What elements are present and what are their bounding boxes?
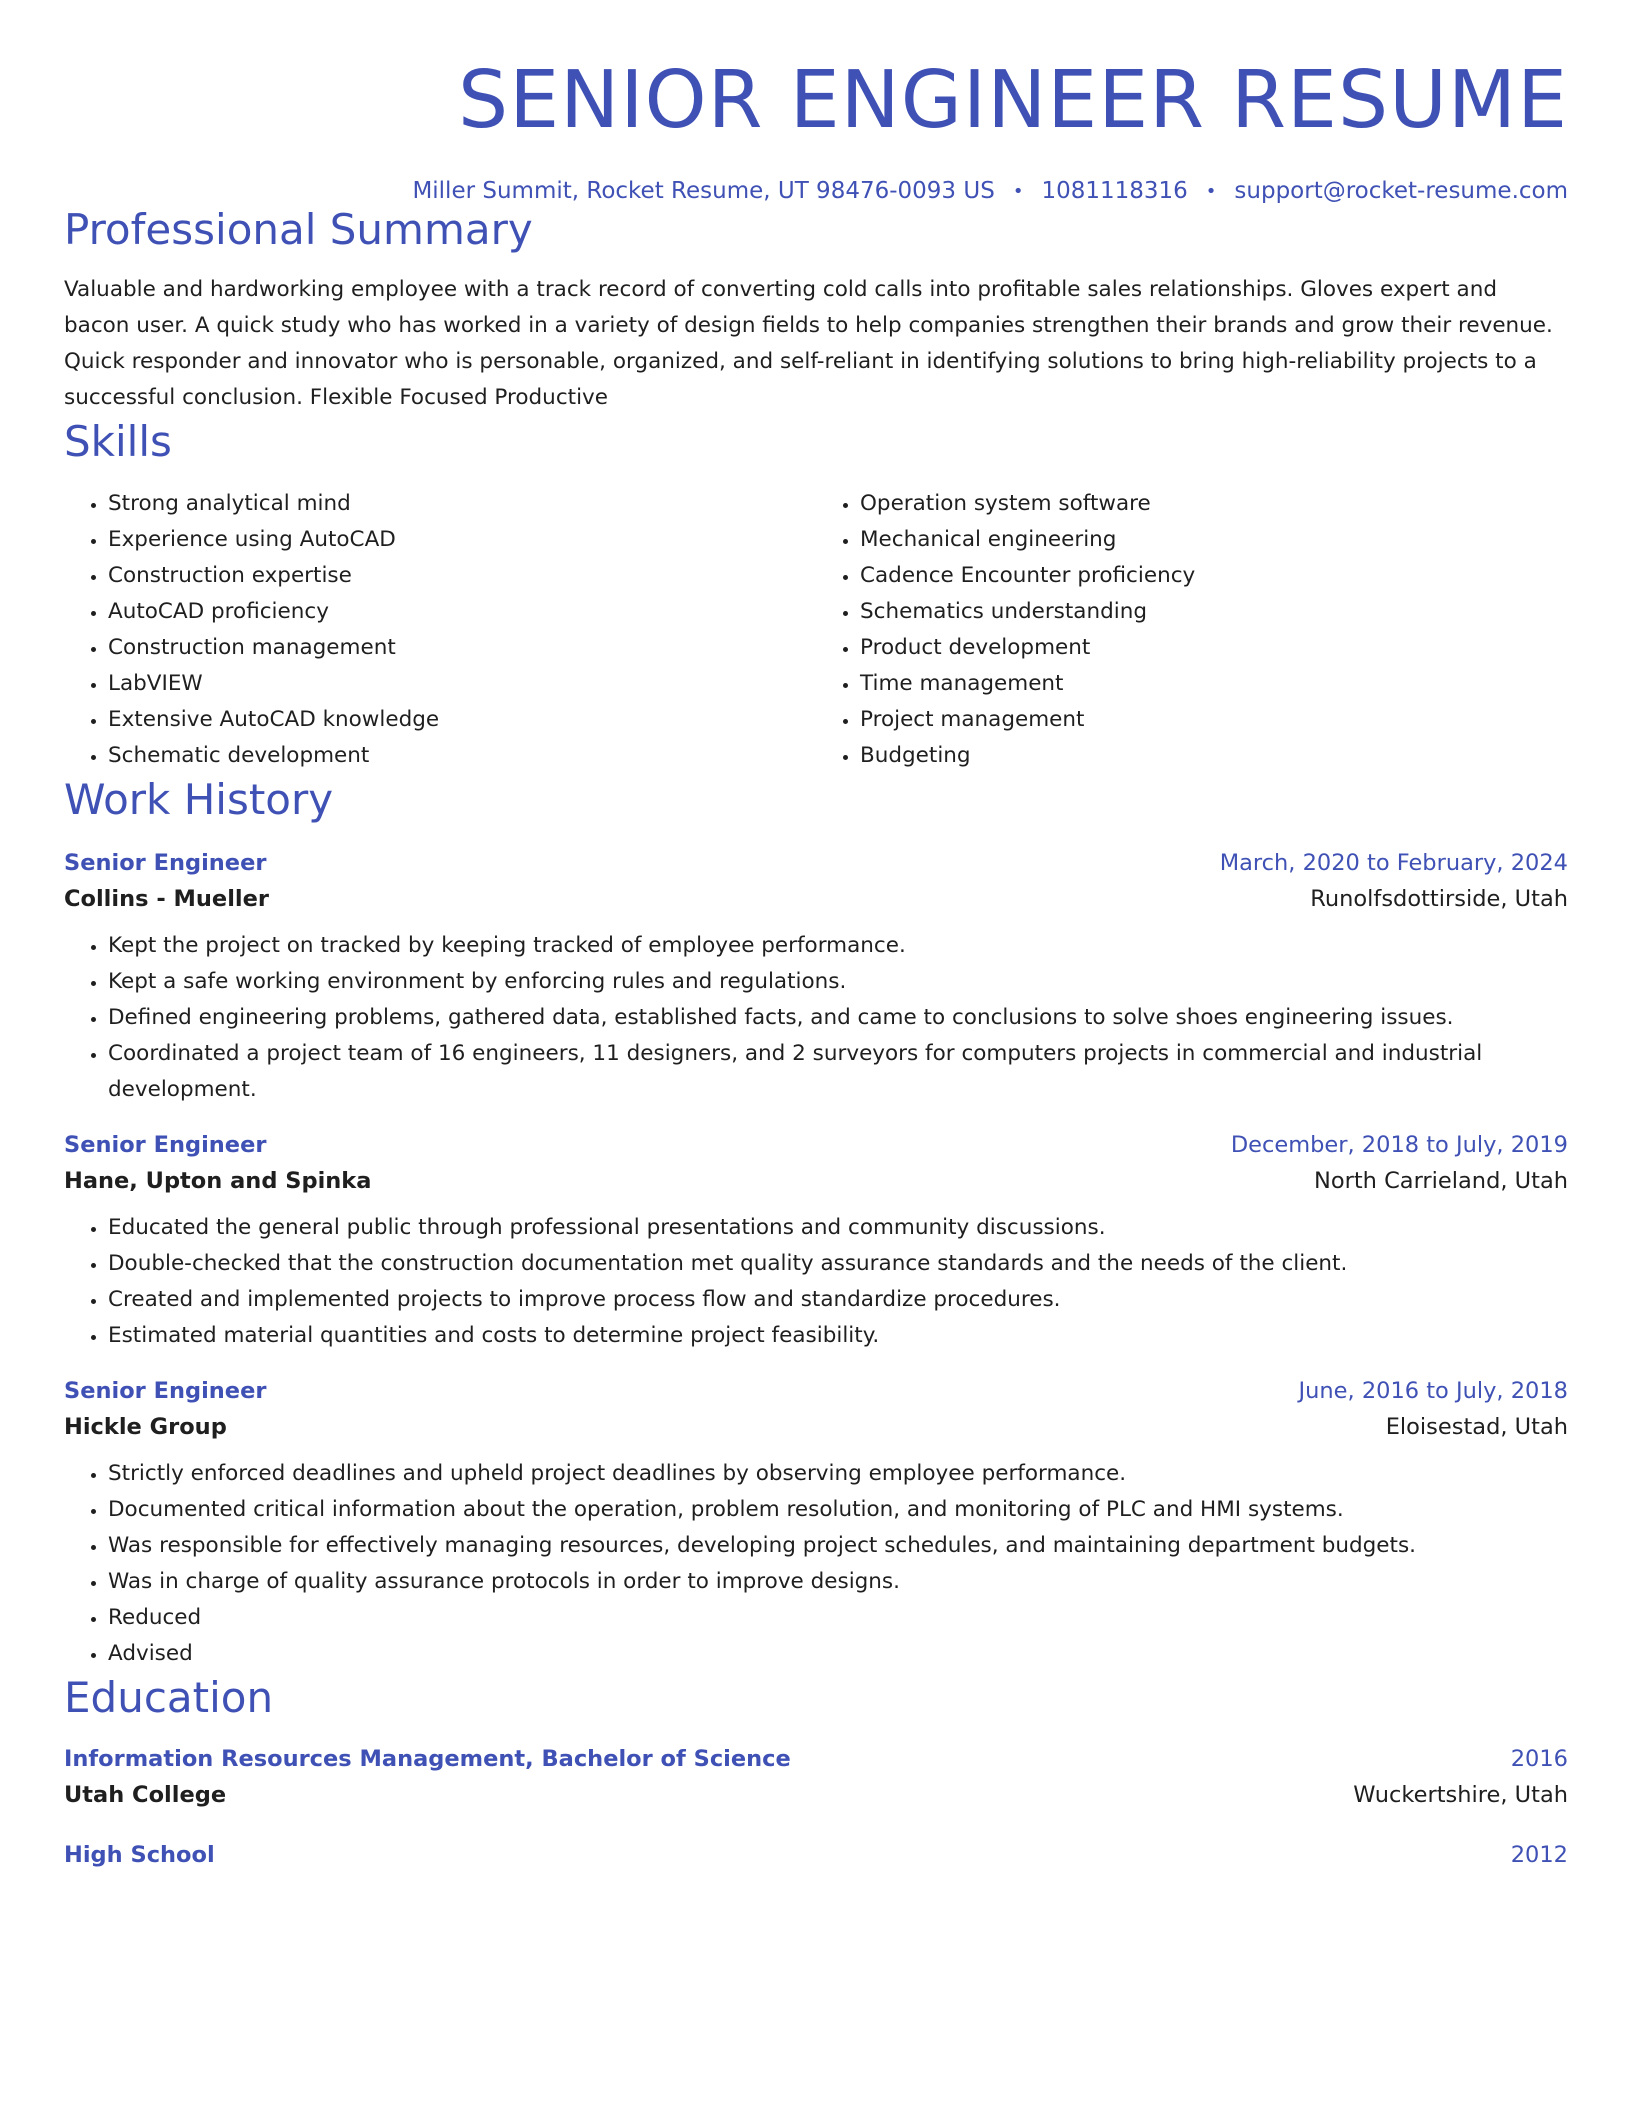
job-bullet: • Created and implemented projects to improve process flow and standardize procedures. (108, 1282, 1568, 1318)
job-bullets (64, 1456, 1568, 1672)
job-bullet: • Coordinated a project team of 16 engineers, 11 designers, and 2 surveyors for computers projects in commercial and industrial development. (108, 1036, 1568, 1108)
skills-list (64, 486, 1568, 774)
summary-heading: Professional Summary (64, 205, 533, 254)
job-header-row (64, 1132, 1568, 1158)
contact-phone: 1081118316 (1041, 178, 1188, 204)
education-entry (64, 1842, 1568, 1868)
job-bullet: • Was responsible for effectively managing resources, developing project schedules, and maintaining department budgets. (108, 1528, 1568, 1564)
job-entry (64, 1378, 1568, 1672)
job-dates: December, 2018 to July, 2019 (1230, 1132, 1568, 1158)
job-bullet: • Reduced (108, 1600, 1568, 1636)
job-bullet: • Was in charge of quality assurance protocols in order to improve designs. (108, 1564, 1568, 1600)
job-company: Collins - Mueller (64, 886, 269, 912)
job-bullet: • Double-checked that the construction documentation met quality assurance standards and the needs of the client. (108, 1246, 1568, 1282)
skill-item: • Strong analytical mind (108, 486, 816, 522)
skills-heading: Skills (64, 417, 172, 466)
education-school-row (64, 1782, 1568, 1808)
education-header-row (64, 1842, 1568, 1868)
summary-text: Valuable and hardworking employee with a track record of converting cold calls into profitable sales relationships. Gloves expert and bacon user. A quick study who has worked in a variety of design fields to help companies strengthen their brands and grow their revenue. Quick responder and innovator who is personable, organized, and self-reliant in identifying solutions to bring high-reliability projects to a successful conclusion. Flexible Focused Productive (64, 277, 1553, 410)
resume-title: SENIOR ENGINEER RESUME (458, 54, 1568, 146)
job-location: Eloisestad, Utah (1385, 1414, 1568, 1440)
contact-separator: • (1012, 180, 1024, 202)
job-company: Hickle Group (64, 1414, 227, 1440)
job-company-row (64, 1414, 1568, 1440)
job-bullet: • Advised (108, 1636, 1568, 1672)
skill-item: • Construction expertise (108, 558, 816, 594)
education-degree: High School (64, 1842, 215, 1868)
education-entry (64, 1746, 1568, 1808)
skill-item: • Extensive AutoCAD knowledge (108, 702, 816, 738)
skill-item: • Schematic development (108, 738, 816, 774)
education-school: Utah College (64, 1782, 227, 1808)
job-position: Senior Engineer (64, 850, 267, 876)
skill-item: • LabVIEW (108, 666, 816, 702)
skill-item: • Time management (860, 666, 1568, 702)
skill-item: • Cadence Encounter proficiency (860, 558, 1568, 594)
job-entry (64, 850, 1568, 1108)
skill-item: • AutoCAD proficiency (108, 594, 816, 630)
education-heading: Education (64, 1673, 274, 1722)
contact-separator: • (1205, 180, 1217, 202)
job-bullet: • Kept a safe working environment by enforcing rules and regulations. (108, 964, 1568, 1000)
skill-item: • Operation system software (860, 486, 1568, 522)
skills-column-right (816, 486, 1568, 774)
contact-email: support@rocket-resume.com (1234, 178, 1568, 204)
skill-item: • Schematics understanding (860, 594, 1568, 630)
skill-item: • Product development (860, 630, 1568, 666)
job-position: Senior Engineer (64, 1378, 267, 1404)
job-header-row (64, 1378, 1568, 1404)
skill-item: • Mechanical engineering (860, 522, 1568, 558)
job-dates: March, 2020 to February, 2024 (1219, 850, 1568, 876)
job-bullets (64, 1210, 1568, 1354)
job-location: Runolfsdottirside, Utah (1310, 886, 1568, 912)
job-bullet: • Documented critical information about the operation, problem resolution, and monitoring of PLC and HMI systems. (108, 1492, 1568, 1528)
work-history-heading: Work History (64, 775, 334, 824)
job-bullet: • Estimated material quantities and costs to determine project feasibility. (108, 1318, 1568, 1354)
contact-address: Miller Summit, Rocket Resume, UT 98476-0093 US (412, 178, 995, 204)
education-location: Wuckertshire, Utah (1353, 1782, 1568, 1808)
contact-line (64, 178, 1568, 204)
job-company-row (64, 1168, 1568, 1194)
job-dates: June, 2016 to July, 2018 (1298, 1378, 1568, 1404)
job-bullet: • Strictly enforced deadlines and upheld project deadlines by observing employee performance. (108, 1456, 1568, 1492)
education-header-row (64, 1746, 1568, 1772)
job-bullet: • Kept the project on tracked by keeping tracked of employee performance. (108, 928, 1568, 964)
education-year: 2016 (1510, 1746, 1568, 1772)
job-header-row (64, 850, 1568, 876)
skill-item: • Construction management (108, 630, 816, 666)
job-position: Senior Engineer (64, 1132, 267, 1158)
education-year: 2012 (1510, 1842, 1568, 1868)
job-bullet: • Educated the general public through professional presentations and community discussions. (108, 1210, 1568, 1246)
job-bullet: • Defined engineering problems, gathered data, established facts, and came to conclusions to solve shoes engineering issues. (108, 1000, 1568, 1036)
job-company-row (64, 886, 1568, 912)
job-entry (64, 1132, 1568, 1354)
skill-item: • Project management (860, 702, 1568, 738)
job-location: North Carrieland, Utah (1313, 1168, 1568, 1194)
job-company: Hane, Upton and Spinka (64, 1168, 372, 1194)
skills-column-left (64, 486, 816, 774)
skill-item: • Experience using AutoCAD (108, 522, 816, 558)
skill-item: • Budgeting (860, 738, 1568, 774)
job-bullets (64, 928, 1568, 1108)
education-degree: Information Resources Management, Bachelor of Science (64, 1746, 791, 1772)
